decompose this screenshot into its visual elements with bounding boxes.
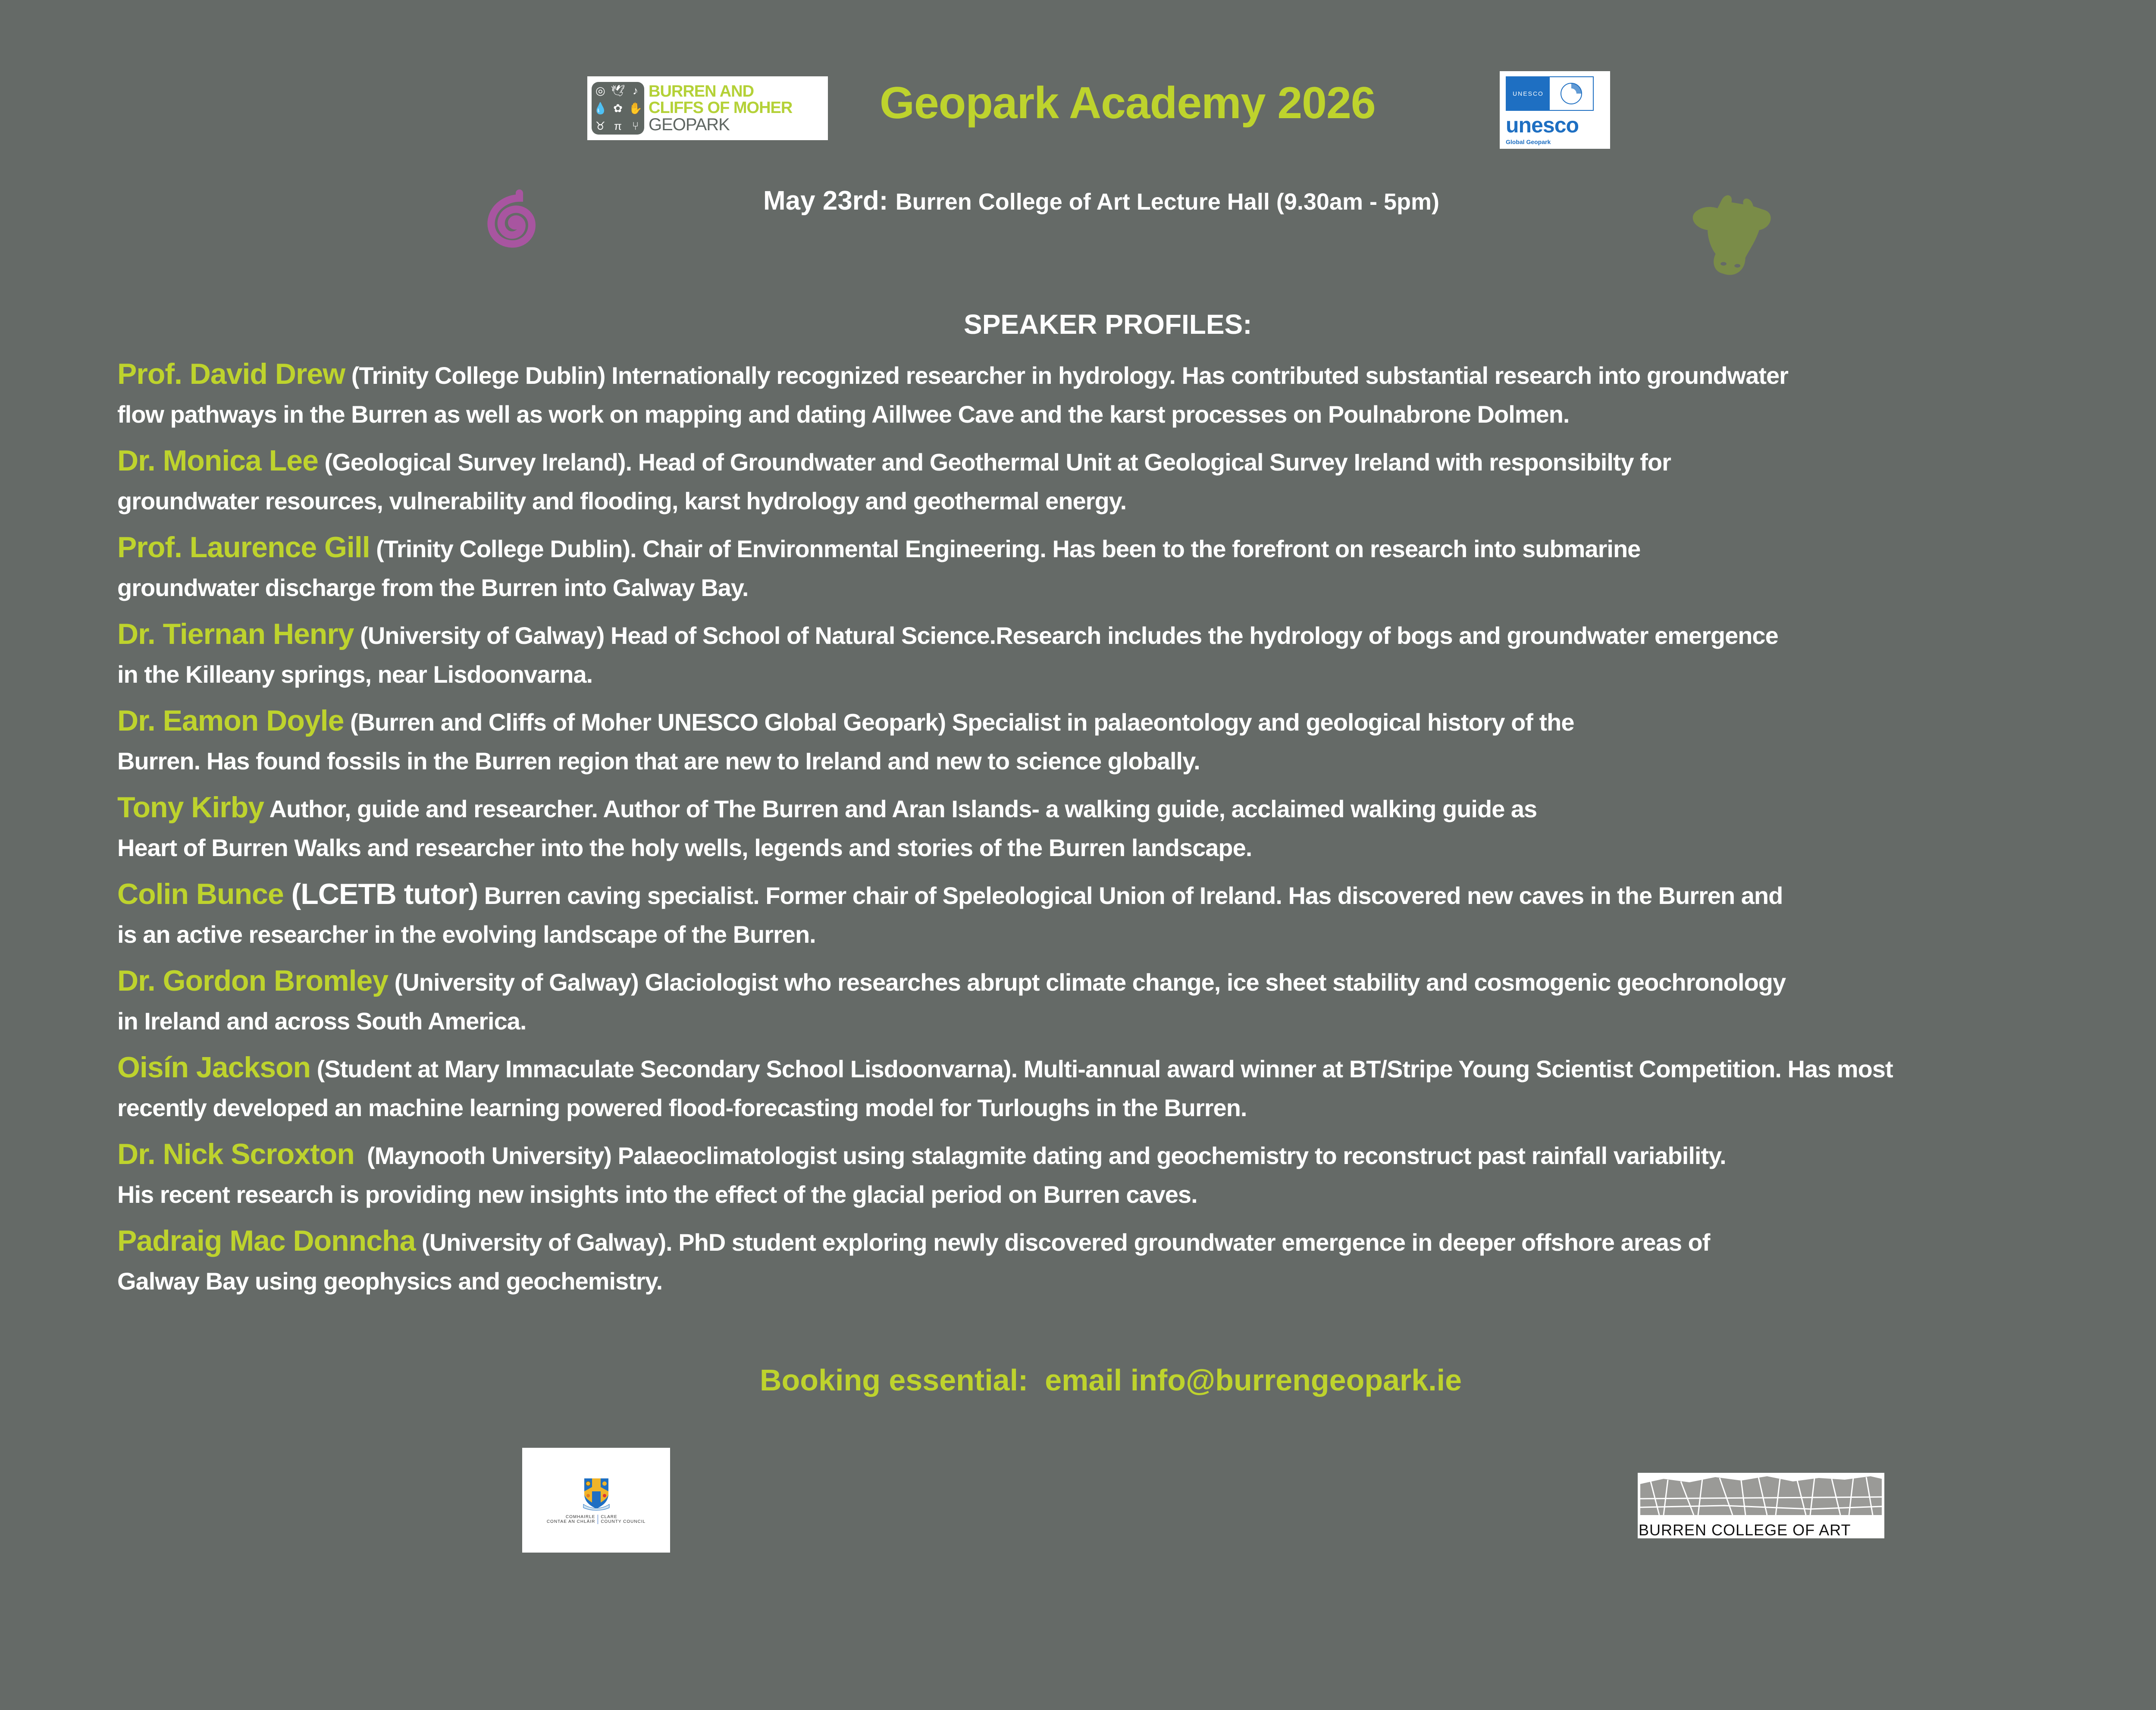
geopark-globe-icon — [1558, 81, 1584, 107]
speaker-name: Dr. Gordon Bromley — [117, 964, 389, 997]
unesco-subtitle: Global Geopark — [1506, 138, 1551, 145]
geopark-logo-line3: GEOPARK — [649, 115, 730, 134]
clare-logo-irish-line1: COMHAIRLE — [565, 1514, 595, 1519]
speaker-item — [117, 1221, 2156, 1301]
speaker-item — [117, 875, 2156, 954]
page-title: Geopark Academy 2026 — [880, 78, 1376, 128]
speaker-affiliation: (LCETB tutor) — [283, 878, 478, 910]
clare-logo-english-line2: COUNTY COUNCIL — [601, 1519, 646, 1524]
cow-head-icon — [1684, 190, 1783, 280]
unesco-temple-icon: UNESCO — [1507, 77, 1550, 110]
speaker-bio-line2: Burren. Has found fossils in the Burren region that are new to Ireland and new to science globally. — [117, 747, 1200, 775]
clare-logo-irish-line2: CONTAE AN CHLÁIR — [546, 1519, 595, 1524]
event-venue: Burren College of Art Lecture Hall (9.30am - 5pm) — [895, 189, 1439, 215]
speaker-item — [117, 355, 2156, 434]
speaker-name: Prof. David Drew — [117, 358, 345, 390]
speaker-item — [117, 528, 2156, 607]
speaker-name: Prof. Laurence Gill — [117, 531, 370, 564]
coat-of-arms-icon — [583, 1477, 610, 1511]
speaker-list — [117, 355, 2156, 1308]
speaker-name: Tony Kirby — [117, 791, 264, 824]
speaker-bio-line1: Burren caving specialist. Former chair of Speleological Union of Ireland. Has discovered new caves in the Burren and — [478, 882, 1783, 909]
bca-logo-text: BURREN COLLEGE OF ART — [1639, 1521, 1851, 1538]
limestone-pavement-icon — [1638, 1473, 1884, 1519]
speaker-bio-line1: (Geological Survey Ireland). Head of Groundwater and Geothermal Unit at Geological Survey Ireland with responsibilty for — [318, 449, 1671, 476]
speaker-bio-line2: is an active researcher in the evolving landscape of the Burren. — [117, 921, 816, 948]
geopark-symbols-icon: ◎ 🕊 ♪ 💧 ✿ ✋ ♉ π ⑂ — [592, 82, 644, 135]
speaker-name: Dr. Eamon Doyle — [117, 704, 344, 737]
event-date-venue — [763, 185, 1626, 216]
speaker-item — [117, 701, 2156, 781]
speaker-bio-line1: (Trinity College Dublin). Chair of Environmental Engineering. Has been to the forefront on research into submarine — [370, 535, 1641, 562]
speaker-bio-line1: (University of Galway) Head of School of Natural Science.Research includes the hydrology of bogs and groundwater emergence — [354, 622, 1778, 649]
speaker-bio-line2: His recent research is providing new insights into the effect of the glacial period on Burren caves. — [117, 1181, 1197, 1208]
burren-geopark-logo — [587, 76, 828, 140]
speaker-name: Oisín Jackson — [117, 1051, 311, 1084]
speaker-name: Padraig Mac Donncha — [117, 1224, 416, 1257]
speaker-bio-line2: recently developed an machine learning powered flood-forecasting model for Turloughs in the Burren. — [117, 1094, 1247, 1121]
speaker-bio-line1: (University of Galway) Glaciologist who researches abrupt climate change, ice sheet stability and cosmogenic geochronology — [388, 969, 1786, 996]
speaker-name: Dr. Nick Scroxton — [117, 1138, 354, 1170]
speaker-bio-line2: Galway Bay using geophysics and geochemistry. — [117, 1268, 663, 1295]
clare-logo-english-line1: CLARE — [601, 1514, 617, 1519]
speaker-name: Dr. Monica Lee — [117, 444, 318, 477]
unesco-global-geopark-logo — [1500, 71, 1610, 149]
unesco-emblem — [1506, 76, 1594, 111]
speaker-item — [117, 1135, 2156, 1214]
speaker-bio-line1: (Burren and Cliffs of Moher UNESCO Global Geopark) Specialist in palaeontology and geological history of the — [344, 709, 1574, 736]
speaker-bio-line2: flow pathways in the Burren as well as work on mapping and dating Aillwee Cave and the karst processes on Poulnabrone Dolmen. — [117, 401, 1570, 428]
speaker-bio-line1: (Maynooth University) Palaeoclimatologist using stalagmite dating and geochemistry to reconstruct past rainfall variability. — [354, 1142, 1726, 1169]
speaker-bio-line1: (University of Galway). PhD student exploring newly discovered groundwater emergence in deeper offshore areas of — [415, 1229, 1710, 1256]
speaker-bio-line2: groundwater resources, vulnerability and flooding, karst hydrology and geothermal energy. — [117, 487, 1127, 515]
speaker-item — [117, 1048, 2156, 1127]
speaker-bio-line2: Heart of Burren Walks and researcher into the holy wells, legends and stories of the Burren landscape. — [117, 834, 1252, 861]
speaker-item — [117, 961, 2156, 1041]
speaker-bio-line1: (Student at Mary Immaculate Secondary School Lisdoonvarna). Multi-annual award winner at BT/Stripe Young Scientist Competition. Has most — [310, 1055, 1893, 1082]
booking-email-link[interactable]: info@burrengeopark.ie — [1130, 1363, 1462, 1397]
spiral-icon — [474, 181, 556, 267]
booking-text: Booking essential: email — [760, 1363, 1131, 1397]
speaker-bio-line1: Author, guide and researcher. Author of The Burren and Aran Islands- a walking guide, acclaimed walking guide as — [264, 795, 1537, 822]
speaker-bio-line2: in Ireland and across South America. — [117, 1007, 526, 1035]
speaker-name: Dr. Tiernan Henry — [117, 618, 354, 650]
clare-county-council-logo — [522, 1448, 670, 1553]
speaker-bio-line1: (Trinity College Dublin) Internationally recognized researcher in hydrology. Has contributed substantial research into groundwater — [345, 362, 1788, 389]
unesco-wordmark: unesco — [1506, 113, 1579, 137]
speaker-name: Colin Bunce — [117, 878, 284, 910]
geopark-logo-line1: BURREN AND — [649, 82, 754, 100]
burren-college-of-art-logo — [1638, 1473, 1884, 1538]
speaker-item — [117, 615, 2156, 694]
speaker-item — [117, 441, 2156, 521]
event-date: May 23rd: — [763, 186, 888, 216]
speaker-bio-line2: groundwater discharge from the Burren into Galway Bay. — [117, 574, 749, 601]
booking-info — [760, 1363, 1462, 1397]
speaker-profiles-heading: SPEAKER PROFILES: — [964, 309, 1252, 340]
speaker-bio-line2: in the Killeany springs, near Lisdoonvarna. — [117, 661, 593, 688]
geopark-logo-line2: CLIFFS OF MOHER — [649, 99, 793, 117]
speaker-item — [117, 788, 2156, 867]
